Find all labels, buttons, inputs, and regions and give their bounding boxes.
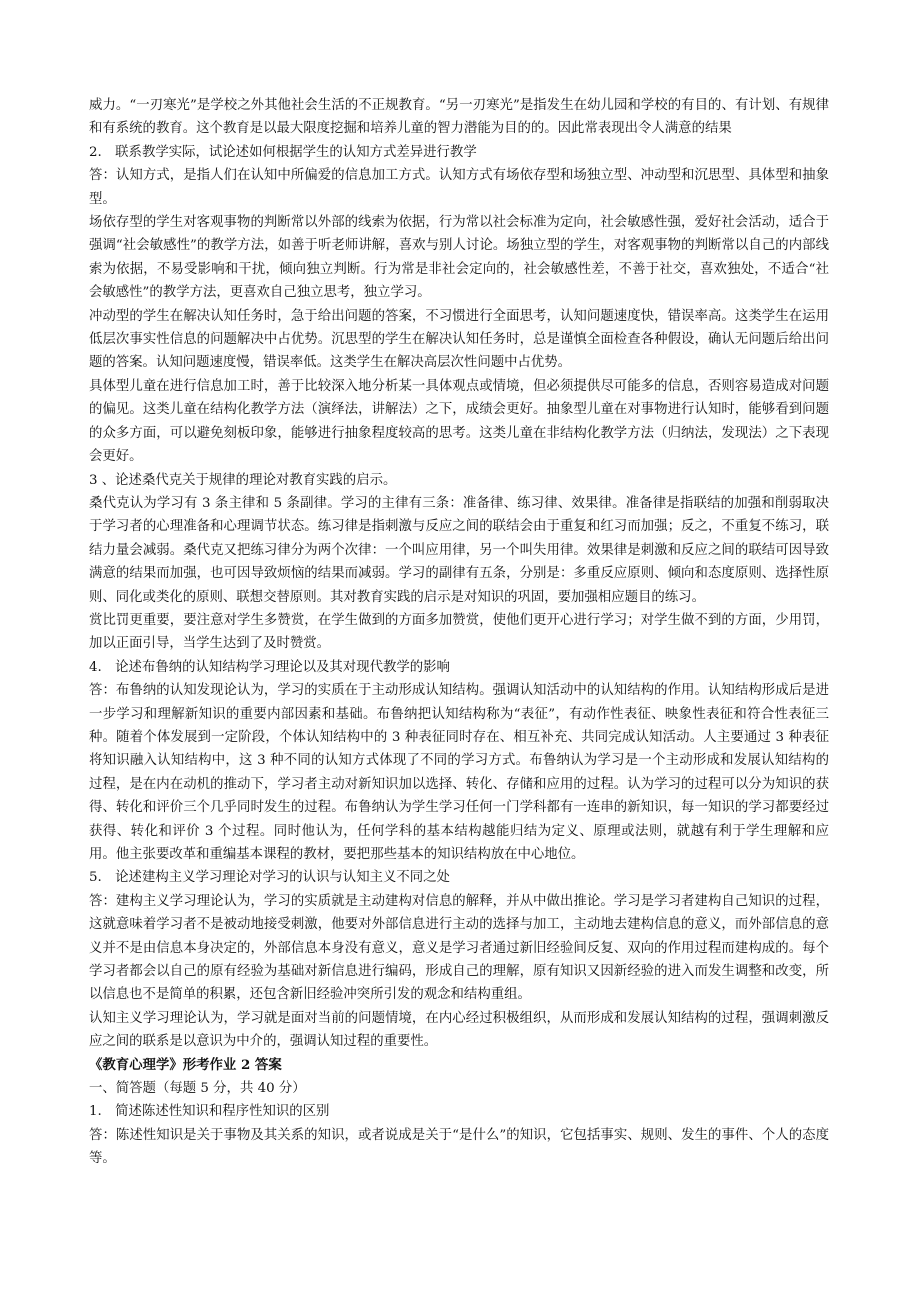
- question-5-answer-constructivism: 答：建构主义学习理论认为，学习的实质就是主动建构对信息的解释，并从中做出推论。学习是学习者建构自己知识的过程，这就意味着学习者不是被动地接受刺激，他要对外部信息进行主动的选择与加工，主动地去建构信息的意义，而外部信息的意义并不是由信息本身决定的，外部信息本身没有意义，意义是学习者通过新旧经验间反复、双向的作用过程而建构成的。每个学习者都会以自己的原有经验为基础对新信息进行编码，形成自己的理解，原有知识又因新经验的进入而发生调整和改变，所以信息也不是简单的积累，还包含新旧经验冲突所引发的观念和结构重组。: [89, 893, 829, 1003]
- assignment-2-title: 《教育心理学》形考作业 2 答案: [89, 1056, 282, 1073]
- question-3-reward-note: 赏比罚更重要，要注意对学生多赞赏，在学生做到的方面多加赞赏，使他们更开心进行学习；对学生做不到的方面，少用罚，加以正面引导，当学生达到了及时赞赏。: [89, 612, 829, 652]
- question-4-answer: 答：布鲁纳的认知发现论认为，学习的实质在于主动形成认知结构。强调认知活动中的认知结构的作用。认知结构形成后是进一步学习和理解新知识的重要内部因素和基础。布鲁纳把认知结构称为“表征”，有动作性表征、映象性表征和符合性表征三种。随着个体发展到一定阶段，个体认知结构中的 3 种表征同时存在、相互补充、共同完成认知活动。人主要通过 3 种表征将知识融入认知结构中，这 3 种不同的认知方式体现了不同的学习方式。布鲁纳认为学习是一个主动形成和发展认知结构的过程，是在内在动机的推动下，学习者主动对新知识加以选择、转化、存储和应用的过程。认为学习的过程可以分为知识的获得、转化和评价三个几乎同时发生的过程。布鲁纳认为学生学习任何一门学科都有一连串的新知识，每一知识的学习都要经过获得、转化和评价 3 个过程。同时他认为，任何学科的基本结构越能归结为定义、原理或法则，就越有利于学生理解和应用。他主张要改革和重编基本课程的教材，要把那些基本的知识结构放在中心地位。: [89, 683, 829, 862]
- question-2-field-dependence: 场依存型的学生对客观事物的判断常以外部的线索为依据，行为常以社会标准为定向，社会敏感性强，爱好社会活动，适合于强调“社会敏感性”的教学方法，如善于听老师讲解，喜欢与别人讨论。场独立型的学生，对客观事物的判断常以自己的内部线索为依据，不易受影响和干扰，倾向独立判断。行为常是非社会定向的，社会敏感性差，不善于社交，喜欢独处，不适合“社会敏感性”的教学方法，更喜欢自己独立思考，独立学习。: [89, 215, 829, 301]
- question-3-answer: 桑代克认为学习有 3 条主律和 5 条副律。学习的主律有三条：准备律、练习律、效果律。准备律是指联结的加强和削弱取决于学习者的心理准备和心理调节状态。练习律是指刺激与反应之间的联结会由于重复和红习而加强；反之，不重复不练习，联结力量会减弱。桑代克又把练习律分为两个次律：一个叫应用律，另一个叫失用律。效果律是刺激和反应之间的联结可因导致满意的结果而加强，也可因导致烦恼的结果而减弱。学习的副律有五条，分别是：多重反应原则、倾向和态度原则、选择性原则、同化或类化的原则、联想交替原则。其对教育实践的启示是对知识的巩固，要加强相应题目的练习。: [89, 495, 829, 605]
- document-body: [89, 94, 829, 1171]
- question-2-answer-definition: 答：认知方式，是指人们在认知中所偏爱的信息加工方式。认知方式有场依存型和场独立型、冲动型和沉思型、具体型和抽象型。: [89, 168, 829, 207]
- section-1-question-1-answer: 答：陈述性知识是关于事物及其关系的知识，或者说成是关于“是什么”的知识，它包括事实、规则、发生的事件、个人的态度等。: [89, 1127, 829, 1167]
- section-1-heading: 一、简答题（每题 5 分，共 40 分）: [89, 1081, 306, 1097]
- question-5-heading: 5. 论述建构主义学习理论对学习的认识与认知主义不同之处: [89, 870, 450, 886]
- paragraph-intro-continuation: 威力。“一刃寒光”是学校之外其他社会生活的不正规教育。“另一刃寒光”是指发生在幼儿园和学校的有目的、有计划、有规律和有系统的教育。这个教育是以最大限度挖掘和培养儿童的智力潜能为目的的。因此常表现出令人满意的结果: [89, 98, 829, 137]
- question-5-answer-cognitivism: 认知主义学习理论认为，学习就是面对当前的问题情境，在内心经过积极组织，从而形成和发展认知结构的过程，强调刺激反应之间的联系是以意识为中介的，强调认知过程的重要性。: [89, 1010, 829, 1050]
- question-3-heading: 3 、论述桑代克关于规律的理论对教育实践的启示。: [89, 472, 397, 488]
- question-4-heading: 4. 论述布鲁纳的认知结构学习理论以及其对现代教学的影响: [89, 659, 450, 675]
- question-2-concrete-abstract: 具体型儿童在进行信息加工时，善于比较深入地分析某一具体观点或情境，但必须提供尽可能多的信息，否则容易造成对问题的偏见。这类儿童在结构化教学方法（演绎法，讲解法）之下，成绩会更好。抽象型儿童在对事物进行认知时，能够看到问题的众多方面，可以避免刻板印象，能够进行抽象程度较高的思考。这类儿童在非结构化教学方法（归纳法，发现法）之下表现会更好。: [89, 378, 829, 465]
- question-2-impulsive-reflective: 冲动型的学生在解决认知任务时，急于给出问题的答案，不习惯进行全面思考，认知问题速度快，错误率高。这类学生在运用低层次事实性信息的问题解决中占优势。沉思型的学生在解决认知任务时，总是谨慎全面检查各种假设，确认无问题后给出问题的答案。认知问题速度慢，错误率低。这类学生在解决高层次性问题中占优势。: [89, 308, 829, 371]
- section-1-question-1-heading: 1. 简述陈述性知识和程序性知识的区别: [89, 1104, 330, 1120]
- question-2-heading: 2. 联系教学实际，试论述如何根据学生的认知方式差异进行教学: [89, 144, 477, 160]
